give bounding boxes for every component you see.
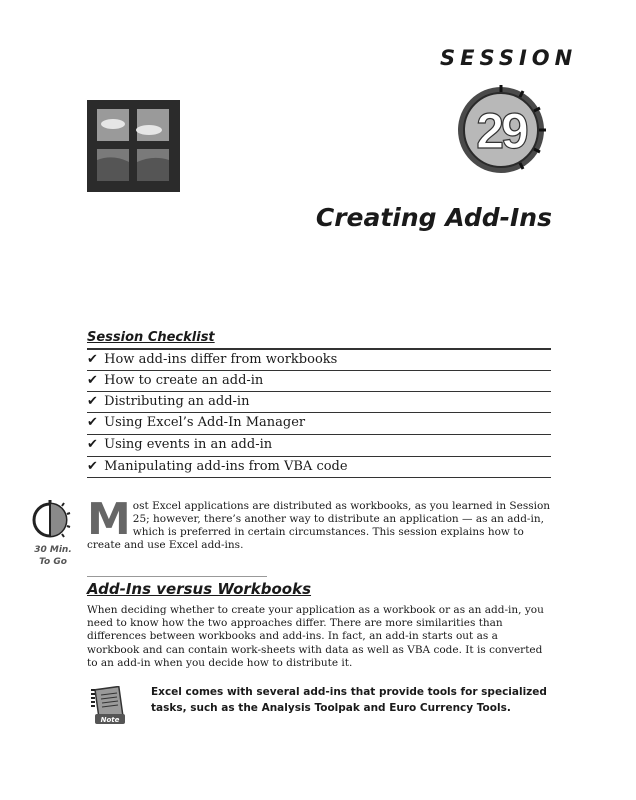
list-item bbox=[87, 457, 551, 478]
page-title: Creating Add-Ins bbox=[315, 203, 552, 232]
list-item bbox=[87, 371, 551, 392]
session-label: SESSION bbox=[440, 46, 578, 70]
timer-icon bbox=[30, 500, 72, 540]
list-item bbox=[87, 350, 551, 371]
session-number-badge bbox=[454, 80, 554, 180]
note-icon bbox=[89, 686, 129, 726]
time-marker-label bbox=[27, 544, 79, 568]
clock-badge-icon bbox=[454, 80, 554, 180]
drop-cap: M bbox=[87, 494, 131, 545]
section-heading: Add-Ins versus Workbooks bbox=[87, 580, 312, 598]
intro-paragraph bbox=[87, 494, 551, 552]
check-icon: ✔ bbox=[87, 459, 98, 474]
time-marker-line2: To Go bbox=[39, 557, 67, 567]
check-icon: ✔ bbox=[87, 394, 98, 409]
checklist-item-text: Distributing an add-in bbox=[104, 394, 250, 409]
note-text: Excel comes with several add-ins that provide tools for specialized tasks, such as the Analysis Toolpak and Euro Currency Tools. bbox=[151, 686, 547, 714]
intro-text: ost Excel applications are distributed as workbooks, as you learned in Session 25; however, there’s another way to distribute an application — as an add-in, which is preferred in certain circumstances. This session explains how to create and use Excel add-ins. bbox=[87, 500, 551, 551]
section-divider bbox=[87, 576, 267, 577]
checklist-item-text: Using Excel’s Add-In Manager bbox=[104, 415, 306, 430]
list-item bbox=[87, 392, 551, 413]
section-paragraph: When deciding whether to create your application as a workbook or as an add-in, you need to know how the two approaches differ. There are more similarities than differences between workbooks and add-ins. In fact, an add-in starts out as a workbook and can contain work-sheets with data as well as VBA code. It is converted to an add-in when you decide how to distribute it. bbox=[87, 604, 544, 669]
check-icon: ✔ bbox=[87, 415, 98, 430]
time-marker-line1: 30 Min. bbox=[34, 545, 72, 555]
session-number: 29 bbox=[476, 103, 526, 159]
check-icon: ✔ bbox=[87, 437, 98, 452]
list-item bbox=[87, 435, 551, 457]
session-checklist bbox=[87, 348, 551, 478]
list-item bbox=[87, 413, 551, 435]
checklist-item-text: How add-ins differ from workbooks bbox=[104, 352, 338, 367]
check-icon: ✔ bbox=[87, 373, 98, 388]
window-icon bbox=[87, 100, 180, 192]
checklist-item-text: Using events in an add-in bbox=[104, 437, 273, 452]
note-icon-label: Note bbox=[100, 716, 120, 724]
checklist-heading: Session Checklist bbox=[87, 330, 215, 345]
checklist-item-text: How to create an add-in bbox=[104, 373, 264, 388]
checklist-item-text: Manipulating add-ins from VBA code bbox=[104, 459, 348, 474]
check-icon: ✔ bbox=[87, 352, 98, 367]
